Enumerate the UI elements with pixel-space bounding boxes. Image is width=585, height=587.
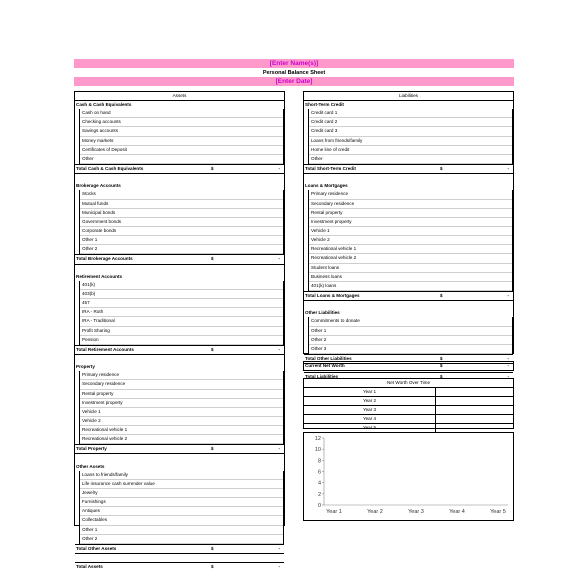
line-item-furnishings[interactable] xyxy=(80,498,283,507)
line-item-label: Other 2 xyxy=(82,535,98,541)
line-item-label: Vehicle 1 xyxy=(311,227,330,233)
line-item-label: Credit card 1 xyxy=(311,110,338,116)
line-item-government-bonds[interactable] xyxy=(80,218,283,227)
line-item-label: Pension xyxy=(82,336,99,342)
section-heading-label: Cash & Cash Equivalents xyxy=(76,102,132,107)
line-item-457[interactable] xyxy=(80,299,283,308)
assets-title: Assets xyxy=(75,92,284,101)
total-value[interactable]: - xyxy=(278,545,280,551)
line-item-label: Home line of credit xyxy=(311,146,350,152)
line-item-other-2[interactable] xyxy=(309,336,512,345)
line-item-loans-to-friends-family[interactable] xyxy=(80,471,283,480)
chart-y-tick-label: 0 xyxy=(317,503,321,509)
line-item-403-b[interactable] xyxy=(80,290,283,299)
liabilities-body xyxy=(304,101,513,381)
line-item-label: Collectables xyxy=(82,517,108,523)
currency-symbol: $ xyxy=(440,363,443,368)
section-heading-label: Brokerage Accounts xyxy=(76,183,121,189)
current-net-worth-label: Current Net Worth xyxy=(305,363,345,368)
line-item-label: Savings accounts xyxy=(82,128,119,134)
chart-x-tick-label: Year 4 xyxy=(449,509,465,515)
line-item-credit-card-1[interactable] xyxy=(309,109,512,118)
total-value[interactable]: - xyxy=(507,355,509,361)
line-item-label: Rental property xyxy=(311,209,343,215)
line-item-secondary-residence[interactable] xyxy=(309,200,512,209)
line-item-label: Mutual funds xyxy=(82,200,109,206)
date-banner[interactable]: [Enter Date] xyxy=(74,77,514,86)
line-item-label: Other 3 xyxy=(311,345,327,351)
line-item-label: Other 2 xyxy=(82,246,98,252)
line-item-credit-card-2[interactable] xyxy=(309,118,512,127)
line-item-label: Secondary residence xyxy=(311,200,355,206)
total-value[interactable]: - xyxy=(278,346,280,352)
total-value[interactable]: - xyxy=(278,446,280,452)
section-items xyxy=(308,190,513,291)
line-item-label: 401(k) loans xyxy=(311,282,337,288)
line-item-label: Loans from friends/family xyxy=(311,137,363,143)
line-item-label: Student loans xyxy=(311,264,340,270)
chart-y-tick-label: 4 xyxy=(317,480,321,487)
line-item-label: Checking accounts xyxy=(82,119,121,125)
section-heading xyxy=(304,309,513,317)
currency-symbol: $ xyxy=(440,374,443,380)
line-item-label: Furnishings xyxy=(82,499,106,505)
section-total-label: Total Retirement Accounts xyxy=(76,346,134,352)
line-item-ira-traditional[interactable] xyxy=(80,317,283,326)
total-value[interactable]: - xyxy=(278,256,280,262)
section-heading-label: Other Liabilities xyxy=(305,310,340,316)
line-item-primary-residence[interactable] xyxy=(309,190,512,199)
line-item-vehicle-2[interactable] xyxy=(80,417,283,426)
line-item-other-2[interactable] xyxy=(80,245,283,254)
line-item-label: Other 1 xyxy=(311,327,327,333)
year-label: Year 2 xyxy=(362,398,377,404)
line-item-label: 457 xyxy=(82,300,90,306)
section-heading-label: Loans & Mortgages xyxy=(305,183,348,189)
total-value[interactable]: - xyxy=(278,165,280,171)
line-item-jewelry[interactable] xyxy=(80,489,283,498)
line-item-label: Rental property xyxy=(82,390,114,396)
section-total-label: Total Property xyxy=(76,446,107,452)
line-item-antiques[interactable] xyxy=(80,507,283,516)
section-items xyxy=(308,109,513,164)
line-item-label: Primary residence xyxy=(82,372,120,378)
line-item-municipal-bonds[interactable] xyxy=(80,209,283,218)
spacer-row xyxy=(75,265,284,273)
line-item-money-markets[interactable] xyxy=(80,137,283,146)
line-item-student-loans[interactable] xyxy=(309,264,512,273)
spacer-row xyxy=(75,174,284,182)
line-item-other-3[interactable] xyxy=(309,345,512,354)
chart-y-tick-label: 2 xyxy=(317,491,321,498)
year-value-cell[interactable] xyxy=(436,388,513,396)
line-item-investment-property[interactable] xyxy=(80,399,283,408)
chart-x-tick-label: Year 3 xyxy=(408,509,424,515)
chart-x-tick-label: Year 5 xyxy=(490,509,506,515)
line-item-label: Loans to friends/family xyxy=(82,471,128,477)
line-item-pension[interactable] xyxy=(80,336,283,345)
section-total-label: Total Brokerage Accounts xyxy=(76,256,133,262)
line-item-label: Other 2 xyxy=(311,336,327,342)
line-item-other[interactable] xyxy=(80,155,283,164)
chart-y-tick-label: 12 xyxy=(314,436,321,442)
line-item-label: 401(k) xyxy=(82,281,96,287)
year-value-cell[interactable] xyxy=(436,397,513,405)
section-total xyxy=(304,291,513,301)
line-item-stocks[interactable] xyxy=(80,190,283,199)
line-item-label: Vehicle 2 xyxy=(82,417,101,423)
section-heading xyxy=(304,182,513,190)
line-item-recreational-vehicle-2[interactable] xyxy=(80,435,283,444)
line-item-rental-property[interactable] xyxy=(309,209,512,218)
line-item-401-k-loans[interactable] xyxy=(309,282,512,291)
line-item-label: Other 1 xyxy=(82,237,98,243)
liabilities-title: Liabilities xyxy=(304,92,513,101)
line-item-label: Primary residence xyxy=(311,191,349,197)
section-items xyxy=(79,109,284,164)
chart-y-tick-label: 6 xyxy=(317,469,321,476)
line-item-label: Secondary residence xyxy=(82,381,126,387)
section-total-label: Total Other Liabilities xyxy=(305,355,352,361)
line-item-label: Investment property xyxy=(82,399,123,405)
section-total-label: Total Other Assets xyxy=(76,545,117,551)
net-worth-chart-svg xyxy=(304,433,513,520)
section-heading xyxy=(304,101,513,109)
name-banner[interactable]: [Enter Name(s)] xyxy=(74,59,514,68)
year-label: Year 3 xyxy=(362,407,377,413)
line-item-label: Cash on hand xyxy=(82,110,111,116)
chart-y-tick-label: 10 xyxy=(314,447,321,454)
line-item-savings-accounts[interactable] xyxy=(80,127,283,136)
line-item-label: Certificates of Deposit xyxy=(82,146,127,152)
section-heading-label: Short-Term Credit xyxy=(305,102,344,107)
section-items xyxy=(308,317,513,354)
line-item-other-1[interactable] xyxy=(80,236,283,245)
line-item-401-k[interactable] xyxy=(80,281,283,290)
line-item-other[interactable] xyxy=(309,155,512,164)
chart-x-tick-label: Year 2 xyxy=(367,509,383,515)
line-item-label: Other xyxy=(311,155,323,161)
section-total xyxy=(75,164,284,174)
line-item-life-insurance-cash-surrender-value[interactable] xyxy=(80,480,283,489)
line-item-corporate-bonds[interactable] xyxy=(80,227,283,236)
line-item-label: Vehicle 1 xyxy=(82,408,101,414)
total-value[interactable]: - xyxy=(507,165,509,171)
line-item-other-1[interactable] xyxy=(80,526,283,535)
current-net-worth-row xyxy=(303,361,514,371)
grand-total-label: Total Liabilities xyxy=(305,374,339,380)
value-dash[interactable]: - xyxy=(507,363,509,368)
line-item-label: Other xyxy=(82,155,94,161)
line-item-label: Jewelry xyxy=(82,490,98,496)
line-item-commitments-to-donate[interactable] xyxy=(309,317,512,326)
currency-symbol: $ xyxy=(211,545,214,551)
section-total xyxy=(304,164,513,174)
year-label: Year 1 xyxy=(362,389,377,394)
currency-symbol: $ xyxy=(211,256,214,262)
section-heading xyxy=(75,182,284,190)
line-item-certificates-of-deposit[interactable] xyxy=(80,146,283,155)
assets-body xyxy=(75,101,284,571)
section-total xyxy=(75,544,284,554)
currency-symbol: $ xyxy=(440,165,443,171)
line-item-cash-on-hand[interactable] xyxy=(80,109,283,118)
line-item-primary-residence[interactable] xyxy=(80,371,283,380)
year-value-cell[interactable] xyxy=(436,406,513,414)
section-items xyxy=(79,190,284,254)
section-items xyxy=(79,281,284,345)
currency-symbol: $ xyxy=(440,292,443,298)
currency-symbol: $ xyxy=(440,355,443,361)
line-item-ira-roth[interactable] xyxy=(80,308,283,317)
line-item-label: Money markets xyxy=(82,137,114,143)
grand-total-label: Total Assets xyxy=(76,564,103,570)
chart-x-tick-label: Year 1 xyxy=(326,509,342,515)
line-item-label: Recreational vehicle 2 xyxy=(82,436,128,442)
line-item-vehicle-1[interactable] xyxy=(80,408,283,417)
section-items xyxy=(79,471,284,544)
line-item-credit-card-3[interactable] xyxy=(309,127,512,136)
line-item-label: Recreational vehicle 1 xyxy=(82,427,128,433)
line-item-label: Credit card 2 xyxy=(311,119,338,125)
line-item-label: Stocks xyxy=(82,191,96,197)
spacer-row xyxy=(75,355,284,363)
section-total xyxy=(75,444,284,454)
line-item-secondary-residence[interactable] xyxy=(80,380,283,389)
section-total-label: Total Loans & Mortgages xyxy=(305,292,360,298)
line-item-label: Business loans xyxy=(311,273,342,279)
section-items xyxy=(79,371,284,444)
line-item-label: Antiques xyxy=(82,508,100,514)
line-item-label: Vehicle 2 xyxy=(311,237,330,243)
spacer-row xyxy=(304,174,513,182)
total-value[interactable]: - xyxy=(507,292,509,298)
line-item-label: IRA - Roth xyxy=(82,309,104,315)
line-item-label: 403(b) xyxy=(82,290,96,296)
section-total xyxy=(75,254,284,264)
currency-symbol: $ xyxy=(211,165,214,171)
section-heading xyxy=(75,363,284,371)
assets-table xyxy=(74,91,285,570)
line-item-label: Other 1 xyxy=(82,526,98,532)
spacer-row xyxy=(75,554,284,562)
net-worth-year-row xyxy=(304,397,513,406)
line-item-label: Recreational vehicle 2 xyxy=(311,255,357,261)
section-heading xyxy=(75,463,284,471)
line-item-checking-accounts[interactable] xyxy=(80,118,283,127)
line-item-recreational-vehicle-1[interactable] xyxy=(80,426,283,435)
year-label: Year 5 xyxy=(362,425,377,431)
line-item-home-line-of-credit[interactable] xyxy=(309,146,512,155)
section-heading xyxy=(75,273,284,281)
grand-total-value[interactable]: - xyxy=(507,374,509,380)
section-total-label: Total Short-Term Credit xyxy=(305,165,356,171)
line-item-investment-property[interactable] xyxy=(309,218,512,227)
net-worth-over-time-title: Net Worth Over Time xyxy=(304,379,513,388)
net-worth-year-row xyxy=(304,406,513,415)
net-worth-chart xyxy=(303,432,514,521)
line-item-vehicle-1[interactable] xyxy=(309,227,512,236)
section-heading-label: Other Assets xyxy=(76,463,105,469)
chart-y-tick-label: 8 xyxy=(317,458,321,465)
line-item-business-loans[interactable] xyxy=(309,273,512,282)
section-total-label: Total Cash & Cash Equivalents xyxy=(76,165,144,171)
line-item-label: Commitments to donate xyxy=(311,318,360,324)
line-item-label: IRA - Traditional xyxy=(82,318,115,324)
line-item-label: Credit card 3 xyxy=(311,128,338,134)
line-item-label: Corporate bonds xyxy=(82,227,117,233)
line-item-other-1[interactable] xyxy=(309,327,512,336)
line-item-vehicle-2[interactable] xyxy=(309,236,512,245)
spacer-row xyxy=(75,454,284,462)
year-label: Year 4 xyxy=(362,416,377,422)
sheet-title: Personal Balance Sheet xyxy=(262,70,326,76)
spacer-row xyxy=(304,301,513,309)
grand-total-value[interactable]: - xyxy=(278,564,280,570)
net-worth-year-row xyxy=(304,415,513,424)
net-worth-over-time-body xyxy=(304,388,513,432)
net-worth-over-time-table xyxy=(303,378,514,429)
line-item-label: Investment property xyxy=(311,218,352,224)
currency-symbol: $ xyxy=(211,564,214,570)
year-value-cell[interactable] xyxy=(436,415,513,423)
line-item-label: Recreational vehicle 1 xyxy=(311,246,357,252)
currency-symbol: $ xyxy=(211,346,214,352)
line-item-label: Government bonds xyxy=(82,218,122,224)
line-item-mutual-funds[interactable] xyxy=(80,200,283,209)
line-item-profit-sharing[interactable] xyxy=(80,327,283,336)
line-item-collectables[interactable] xyxy=(80,516,283,525)
line-item-rental-property[interactable] xyxy=(80,390,283,399)
section-heading-label: Property xyxy=(76,364,95,370)
net-worth-year-row xyxy=(304,388,513,397)
line-item-label: Municipal bonds xyxy=(82,209,116,215)
line-item-recreational-vehicle-2[interactable] xyxy=(309,254,512,263)
currency-symbol: $ xyxy=(211,446,214,452)
section-heading xyxy=(75,101,284,109)
line-item-label: Profit Sharing xyxy=(82,327,110,333)
section-total xyxy=(75,345,284,355)
section-heading-label: Retirement Accounts xyxy=(76,273,123,279)
grand-total xyxy=(75,562,284,571)
line-item-loans-from-friends-family[interactable] xyxy=(309,137,512,146)
line-item-label: Life insurance cash surrender value xyxy=(82,480,155,486)
line-item-recreational-vehicle-1[interactable] xyxy=(309,245,512,254)
line-item-other-2[interactable] xyxy=(80,535,283,544)
